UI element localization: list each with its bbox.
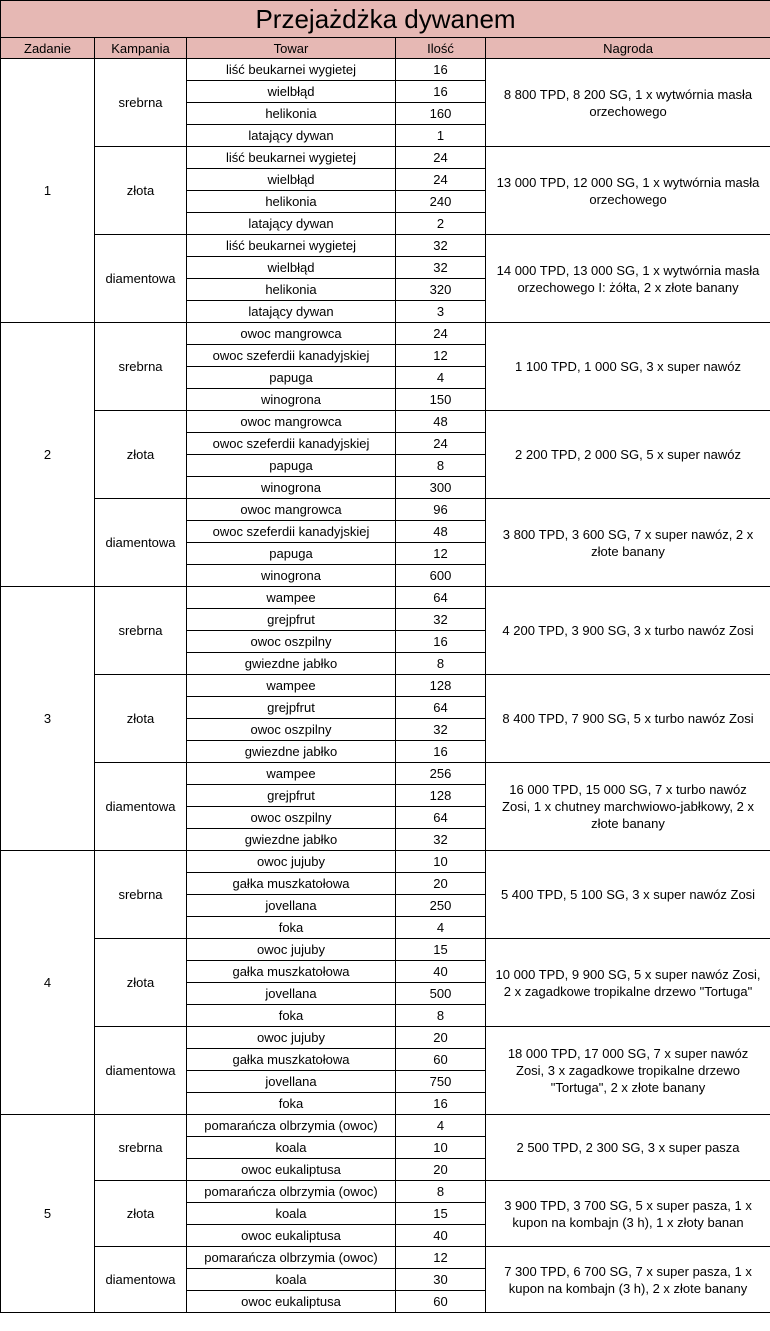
item-qty-cell: 240 — [396, 191, 486, 213]
item-name-cell: grejpfrut — [187, 697, 396, 719]
reward-cell: 1 100 TPD, 1 000 SG, 3 x super nawóz — [486, 323, 770, 411]
table-row — [1, 587, 770, 609]
item-name-cell: wampee — [187, 675, 396, 697]
item-name-cell: papuga — [187, 543, 396, 565]
item-qty-cell: 8 — [396, 1005, 486, 1027]
item-name-cell: winogrona — [187, 389, 396, 411]
item-name-cell: koala — [187, 1137, 396, 1159]
item-name-cell: owoc oszpilny — [187, 631, 396, 653]
header-ilosc: Ilość — [396, 38, 486, 59]
item-name-cell: owoc jujuby — [187, 851, 396, 873]
campaign-cell: złota — [95, 147, 187, 235]
table-row — [1, 1181, 770, 1203]
item-name-cell: pomarańcza olbrzymia (owoc) — [187, 1115, 396, 1137]
item-name-cell: owoc szeferdii kanadyjskiej — [187, 433, 396, 455]
campaign-cell: srebrna — [95, 1115, 187, 1181]
item-name-cell: owoc eukaliptusa — [187, 1159, 396, 1181]
reward-cell: 13 000 TPD, 12 000 SG, 1 x wytwórnia masła orzechowego — [486, 147, 770, 235]
reward-cell: 10 000 TPD, 9 900 SG, 5 x super nawóz Zosi, 2 x zagadkowe tropikalne drzewo "Tortuga" — [486, 939, 770, 1027]
campaign-cell: srebrna — [95, 851, 187, 939]
task-number-cell: 3 — [1, 587, 95, 851]
reward-cell: 16 000 TPD, 15 000 SG, 7 x turbo nawóz Zosi, 1 x chutney marchwiowo-jabłkowy, 2 x złote banany — [486, 763, 770, 851]
item-qty-cell: 160 — [396, 103, 486, 125]
reward-cell: 14 000 TPD, 13 000 SG, 1 x wytwórnia masła orzechowego I: żółta, 2 x złote banany — [486, 235, 770, 323]
table-row — [1, 1247, 770, 1269]
item-name-cell: koala — [187, 1203, 396, 1225]
item-qty-cell: 16 — [396, 1093, 486, 1115]
item-qty-cell: 24 — [396, 433, 486, 455]
item-name-cell: owoc mangrowca — [187, 499, 396, 521]
table-row — [1, 851, 770, 873]
item-name-cell: latający dywan — [187, 125, 396, 147]
item-name-cell: owoc mangrowca — [187, 323, 396, 345]
item-qty-cell: 20 — [396, 1159, 486, 1181]
item-qty-cell: 12 — [396, 345, 486, 367]
item-qty-cell: 32 — [396, 829, 486, 851]
item-name-cell: owoc jujuby — [187, 939, 396, 961]
item-qty-cell: 15 — [396, 939, 486, 961]
item-name-cell: owoc eukaliptusa — [187, 1225, 396, 1247]
table-row — [1, 323, 770, 345]
item-qty-cell: 24 — [396, 147, 486, 169]
item-qty-cell: 1 — [396, 125, 486, 147]
item-name-cell: gałka muszkatołowa — [187, 1049, 396, 1071]
item-name-cell: latający dywan — [187, 213, 396, 235]
item-name-cell: pomarańcza olbrzymia (owoc) — [187, 1181, 396, 1203]
item-name-cell: owoc szeferdii kanadyjskiej — [187, 345, 396, 367]
item-qty-cell: 48 — [396, 521, 486, 543]
item-qty-cell: 40 — [396, 1225, 486, 1247]
campaign-cell: złota — [95, 939, 187, 1027]
item-qty-cell: 32 — [396, 257, 486, 279]
table-row — [1, 411, 770, 433]
item-qty-cell: 128 — [396, 675, 486, 697]
reward-cell: 2 200 TPD, 2 000 SG, 5 x super nawóz — [486, 411, 770, 499]
table-row — [1, 1115, 770, 1137]
table-row — [1, 675, 770, 697]
item-name-cell: foka — [187, 1005, 396, 1027]
item-qty-cell: 10 — [396, 851, 486, 873]
table-row — [1, 59, 770, 81]
item-name-cell: wielbłąd — [187, 81, 396, 103]
item-qty-cell: 16 — [396, 59, 486, 81]
item-qty-cell: 24 — [396, 323, 486, 345]
item-qty-cell: 24 — [396, 169, 486, 191]
item-name-cell: wampee — [187, 763, 396, 785]
header-towar: Towar — [187, 38, 396, 59]
campaign-cell: diamentowa — [95, 1027, 187, 1115]
item-name-cell: helikonia — [187, 103, 396, 125]
item-qty-cell: 60 — [396, 1049, 486, 1071]
item-name-cell: owoc mangrowca — [187, 411, 396, 433]
task-number-cell: 2 — [1, 323, 95, 587]
reward-cell: 18 000 TPD, 17 000 SG, 7 x super nawóz Zosi, 3 x zagadkowe tropikalne drzewo "Tortuga", 2 x złote banany — [486, 1027, 770, 1115]
item-name-cell: gwiezdne jabłko — [187, 653, 396, 675]
item-name-cell: grejpfrut — [187, 609, 396, 631]
reward-cell: 5 400 TPD, 5 100 SG, 3 x super nawóz Zosi — [486, 851, 770, 939]
item-qty-cell: 750 — [396, 1071, 486, 1093]
item-qty-cell: 16 — [396, 631, 486, 653]
campaign-cell: diamentowa — [95, 499, 187, 587]
item-name-cell: gwiezdne jabłko — [187, 741, 396, 763]
item-name-cell: foka — [187, 917, 396, 939]
reward-cell: 8 800 TPD, 8 200 SG, 1 x wytwórnia masła orzechowego — [486, 59, 770, 147]
table-row — [1, 763, 770, 785]
item-name-cell: helikonia — [187, 191, 396, 213]
campaign-cell: srebrna — [95, 323, 187, 411]
item-name-cell: jovellana — [187, 895, 396, 917]
campaign-cell: złota — [95, 1181, 187, 1247]
table-title: Przejażdżka dywanem — [1, 1, 770, 38]
reward-cell: 3 900 TPD, 3 700 SG, 5 x super pasza, 1 x kupon na kombajn (3 h), 1 x złoty banan — [486, 1181, 770, 1247]
task-number-cell: 4 — [1, 851, 95, 1115]
item-name-cell: liść beukarnei wygietej — [187, 59, 396, 81]
item-name-cell: gałka muszkatołowa — [187, 873, 396, 895]
item-name-cell: owoc jujuby — [187, 1027, 396, 1049]
item-qty-cell: 60 — [396, 1291, 486, 1313]
item-qty-cell: 96 — [396, 499, 486, 521]
item-qty-cell: 4 — [396, 367, 486, 389]
campaign-cell: diamentowa — [95, 1247, 187, 1313]
item-name-cell: owoc oszpilny — [187, 719, 396, 741]
campaign-cell: srebrna — [95, 59, 187, 147]
item-name-cell: grejpfrut — [187, 785, 396, 807]
item-name-cell: wampee — [187, 587, 396, 609]
item-qty-cell: 8 — [396, 653, 486, 675]
item-qty-cell: 4 — [396, 1115, 486, 1137]
item-qty-cell: 32 — [396, 719, 486, 741]
item-name-cell: helikonia — [187, 279, 396, 301]
item-qty-cell: 32 — [396, 235, 486, 257]
table-row — [1, 1027, 770, 1049]
item-name-cell: jovellana — [187, 1071, 396, 1093]
item-qty-cell: 12 — [396, 543, 486, 565]
item-qty-cell: 30 — [396, 1269, 486, 1291]
item-name-cell: papuga — [187, 455, 396, 477]
item-name-cell: gwiezdne jabłko — [187, 829, 396, 851]
item-qty-cell: 32 — [396, 609, 486, 631]
item-qty-cell: 3 — [396, 301, 486, 323]
item-qty-cell: 64 — [396, 807, 486, 829]
item-name-cell: papuga — [187, 367, 396, 389]
reward-cell: 8 400 TPD, 7 900 SG, 5 x turbo nawóz Zosi — [486, 675, 770, 763]
campaign-cell: diamentowa — [95, 235, 187, 323]
task-number-cell: 1 — [1, 59, 95, 323]
item-qty-cell: 300 — [396, 477, 486, 499]
item-qty-cell: 2 — [396, 213, 486, 235]
item-qty-cell: 250 — [396, 895, 486, 917]
item-name-cell: wielbłąd — [187, 169, 396, 191]
header-kampania: Kampania — [95, 38, 187, 59]
item-qty-cell: 128 — [396, 785, 486, 807]
item-qty-cell: 48 — [396, 411, 486, 433]
campaign-cell: złota — [95, 411, 187, 499]
item-qty-cell: 4 — [396, 917, 486, 939]
item-qty-cell: 256 — [396, 763, 486, 785]
item-name-cell: liść beukarnei wygietej — [187, 235, 396, 257]
item-qty-cell: 600 — [396, 565, 486, 587]
item-name-cell: owoc szeferdii kanadyjskiej — [187, 521, 396, 543]
item-name-cell: gałka muszkatołowa — [187, 961, 396, 983]
item-name-cell: koala — [187, 1269, 396, 1291]
campaign-cell: srebrna — [95, 587, 187, 675]
item-name-cell: foka — [187, 1093, 396, 1115]
item-name-cell: winogrona — [187, 477, 396, 499]
reward-cell: 3 800 TPD, 3 600 SG, 7 x super nawóz, 2 x złote banany — [486, 499, 770, 587]
campaign-cell: złota — [95, 675, 187, 763]
item-qty-cell: 500 — [396, 983, 486, 1005]
item-qty-cell: 8 — [396, 455, 486, 477]
item-name-cell: owoc eukaliptusa — [187, 1291, 396, 1313]
item-qty-cell: 150 — [396, 389, 486, 411]
item-qty-cell: 20 — [396, 873, 486, 895]
item-qty-cell: 15 — [396, 1203, 486, 1225]
item-qty-cell: 20 — [396, 1027, 486, 1049]
reward-cell: 4 200 TPD, 3 900 SG, 3 x turbo nawóz Zosi — [486, 587, 770, 675]
header-zadanie: Zadanie — [1, 38, 95, 59]
table-row — [1, 147, 770, 169]
item-qty-cell: 320 — [396, 279, 486, 301]
item-qty-cell: 16 — [396, 81, 486, 103]
item-qty-cell: 16 — [396, 741, 486, 763]
item-name-cell: wielbłąd — [187, 257, 396, 279]
item-name-cell: jovellana — [187, 983, 396, 1005]
item-qty-cell: 40 — [396, 961, 486, 983]
item-qty-cell: 64 — [396, 697, 486, 719]
item-name-cell: latający dywan — [187, 301, 396, 323]
table-row — [1, 235, 770, 257]
item-name-cell: pomarańcza olbrzymia (owoc) — [187, 1247, 396, 1269]
item-qty-cell: 8 — [396, 1181, 486, 1203]
table-body — [1, 59, 770, 1313]
item-name-cell: liść beukarnei wygietej — [187, 147, 396, 169]
item-qty-cell: 64 — [396, 587, 486, 609]
header-nagroda: Nagroda — [486, 38, 770, 59]
item-qty-cell: 10 — [396, 1137, 486, 1159]
campaign-cell: diamentowa — [95, 763, 187, 851]
task-number-cell: 5 — [1, 1115, 95, 1313]
table-row — [1, 939, 770, 961]
item-name-cell: winogrona — [187, 565, 396, 587]
reward-cell: 7 300 TPD, 6 700 SG, 7 x super pasza, 1 x kupon na kombajn (3 h), 2 x złote banany — [486, 1247, 770, 1313]
item-name-cell: owoc oszpilny — [187, 807, 396, 829]
reward-cell: 2 500 TPD, 2 300 SG, 3 x super pasza — [486, 1115, 770, 1181]
item-qty-cell: 12 — [396, 1247, 486, 1269]
table-row — [1, 499, 770, 521]
